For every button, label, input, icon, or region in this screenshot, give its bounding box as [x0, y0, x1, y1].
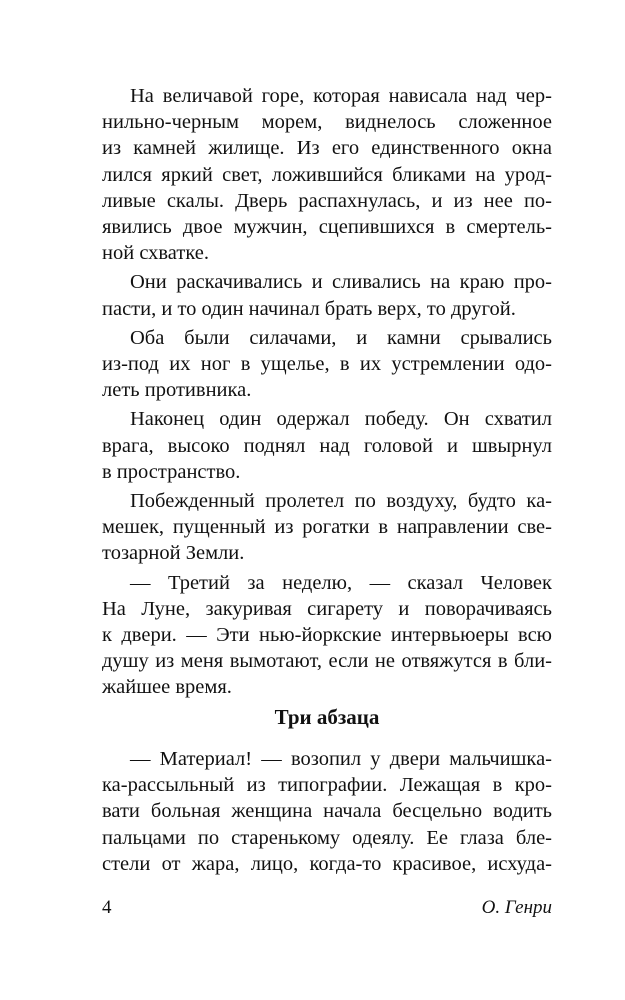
- text-line: ной схватке.: [102, 242, 210, 265]
- text-line: жайшее время.: [102, 676, 232, 699]
- text-line: нильно-черным морем, виднелось сложенное: [102, 111, 552, 134]
- section-heading: Три абзаца: [274, 705, 380, 729]
- page-footer: [102, 895, 552, 921]
- text-line: Они раскачивались и сливались на краю про-: [130, 271, 552, 294]
- text-line: лился яркий свет, ложившийся бликами на урод-: [102, 163, 552, 186]
- text-line: — Материал! — возопил у двери мальчишка-: [130, 748, 552, 770]
- paragraph: [102, 325, 552, 404]
- running-author: О. Генри: [481, 897, 552, 918]
- text-line: Побежденный пролетел по воздуху, будто ка-: [130, 490, 552, 513]
- text-line: На Луне, закуривая сигарету и поворачиваясь: [102, 597, 552, 620]
- text-line: стели от жара, лицо, когда-то красивое, исхуда-: [102, 852, 552, 875]
- story-text: [102, 83, 552, 704]
- paragraph: [102, 570, 552, 701]
- text-line: тозарной Земли.: [102, 542, 245, 565]
- story-text: [102, 746, 552, 880]
- text-line: ка-рассыльный из типографии. Лежащая в кро-: [102, 774, 552, 797]
- paragraph: [102, 406, 552, 485]
- text-line: врага, высоко поднял над головой и швырнул: [102, 434, 552, 457]
- text-line: Оба были силачами, и камни срывались: [130, 326, 552, 349]
- text-line: из-под их ног в ущелье, в их устремлении одо-: [102, 353, 552, 376]
- text-line: из камней жилище. Из его единственного окна: [102, 137, 552, 160]
- text-line: ливые скалы. Дверь распахнулась, и из нее по-: [102, 189, 552, 212]
- text-line: леть противника.: [102, 379, 252, 402]
- paragraph: [102, 746, 552, 877]
- paragraph: [102, 83, 552, 266]
- text-line: в пространство.: [102, 460, 241, 483]
- text-line: вати больная женщина начала бесцельно водить: [102, 800, 552, 823]
- text-line: пасти, и то один начинал брать верх, то другой.: [102, 297, 516, 320]
- paragraph: [102, 269, 552, 321]
- text-line: — Третий за неделю, — сказал Человек: [130, 571, 552, 594]
- text-line: На величавой горе, которая нависала над чер-: [130, 85, 552, 107]
- text-line: явились двое мужчин, сцепившихся в смертель-: [102, 216, 552, 239]
- text-line: пальцами по старенькому одеялу. Ее глаза бле-: [102, 826, 552, 849]
- text-line: душу из меня вымотают, если не отвяжутся в бли-: [102, 650, 552, 673]
- text-line: Наконец один одержал победу. Он схватил: [130, 408, 552, 431]
- paragraph: [102, 488, 552, 567]
- text-line: к двери. — Эти нью-йоркские интервьюеры всю: [102, 624, 552, 647]
- page-number: 4: [102, 897, 112, 918]
- text-line: мешек, пущенный из рогатки в направлении све-: [102, 516, 552, 539]
